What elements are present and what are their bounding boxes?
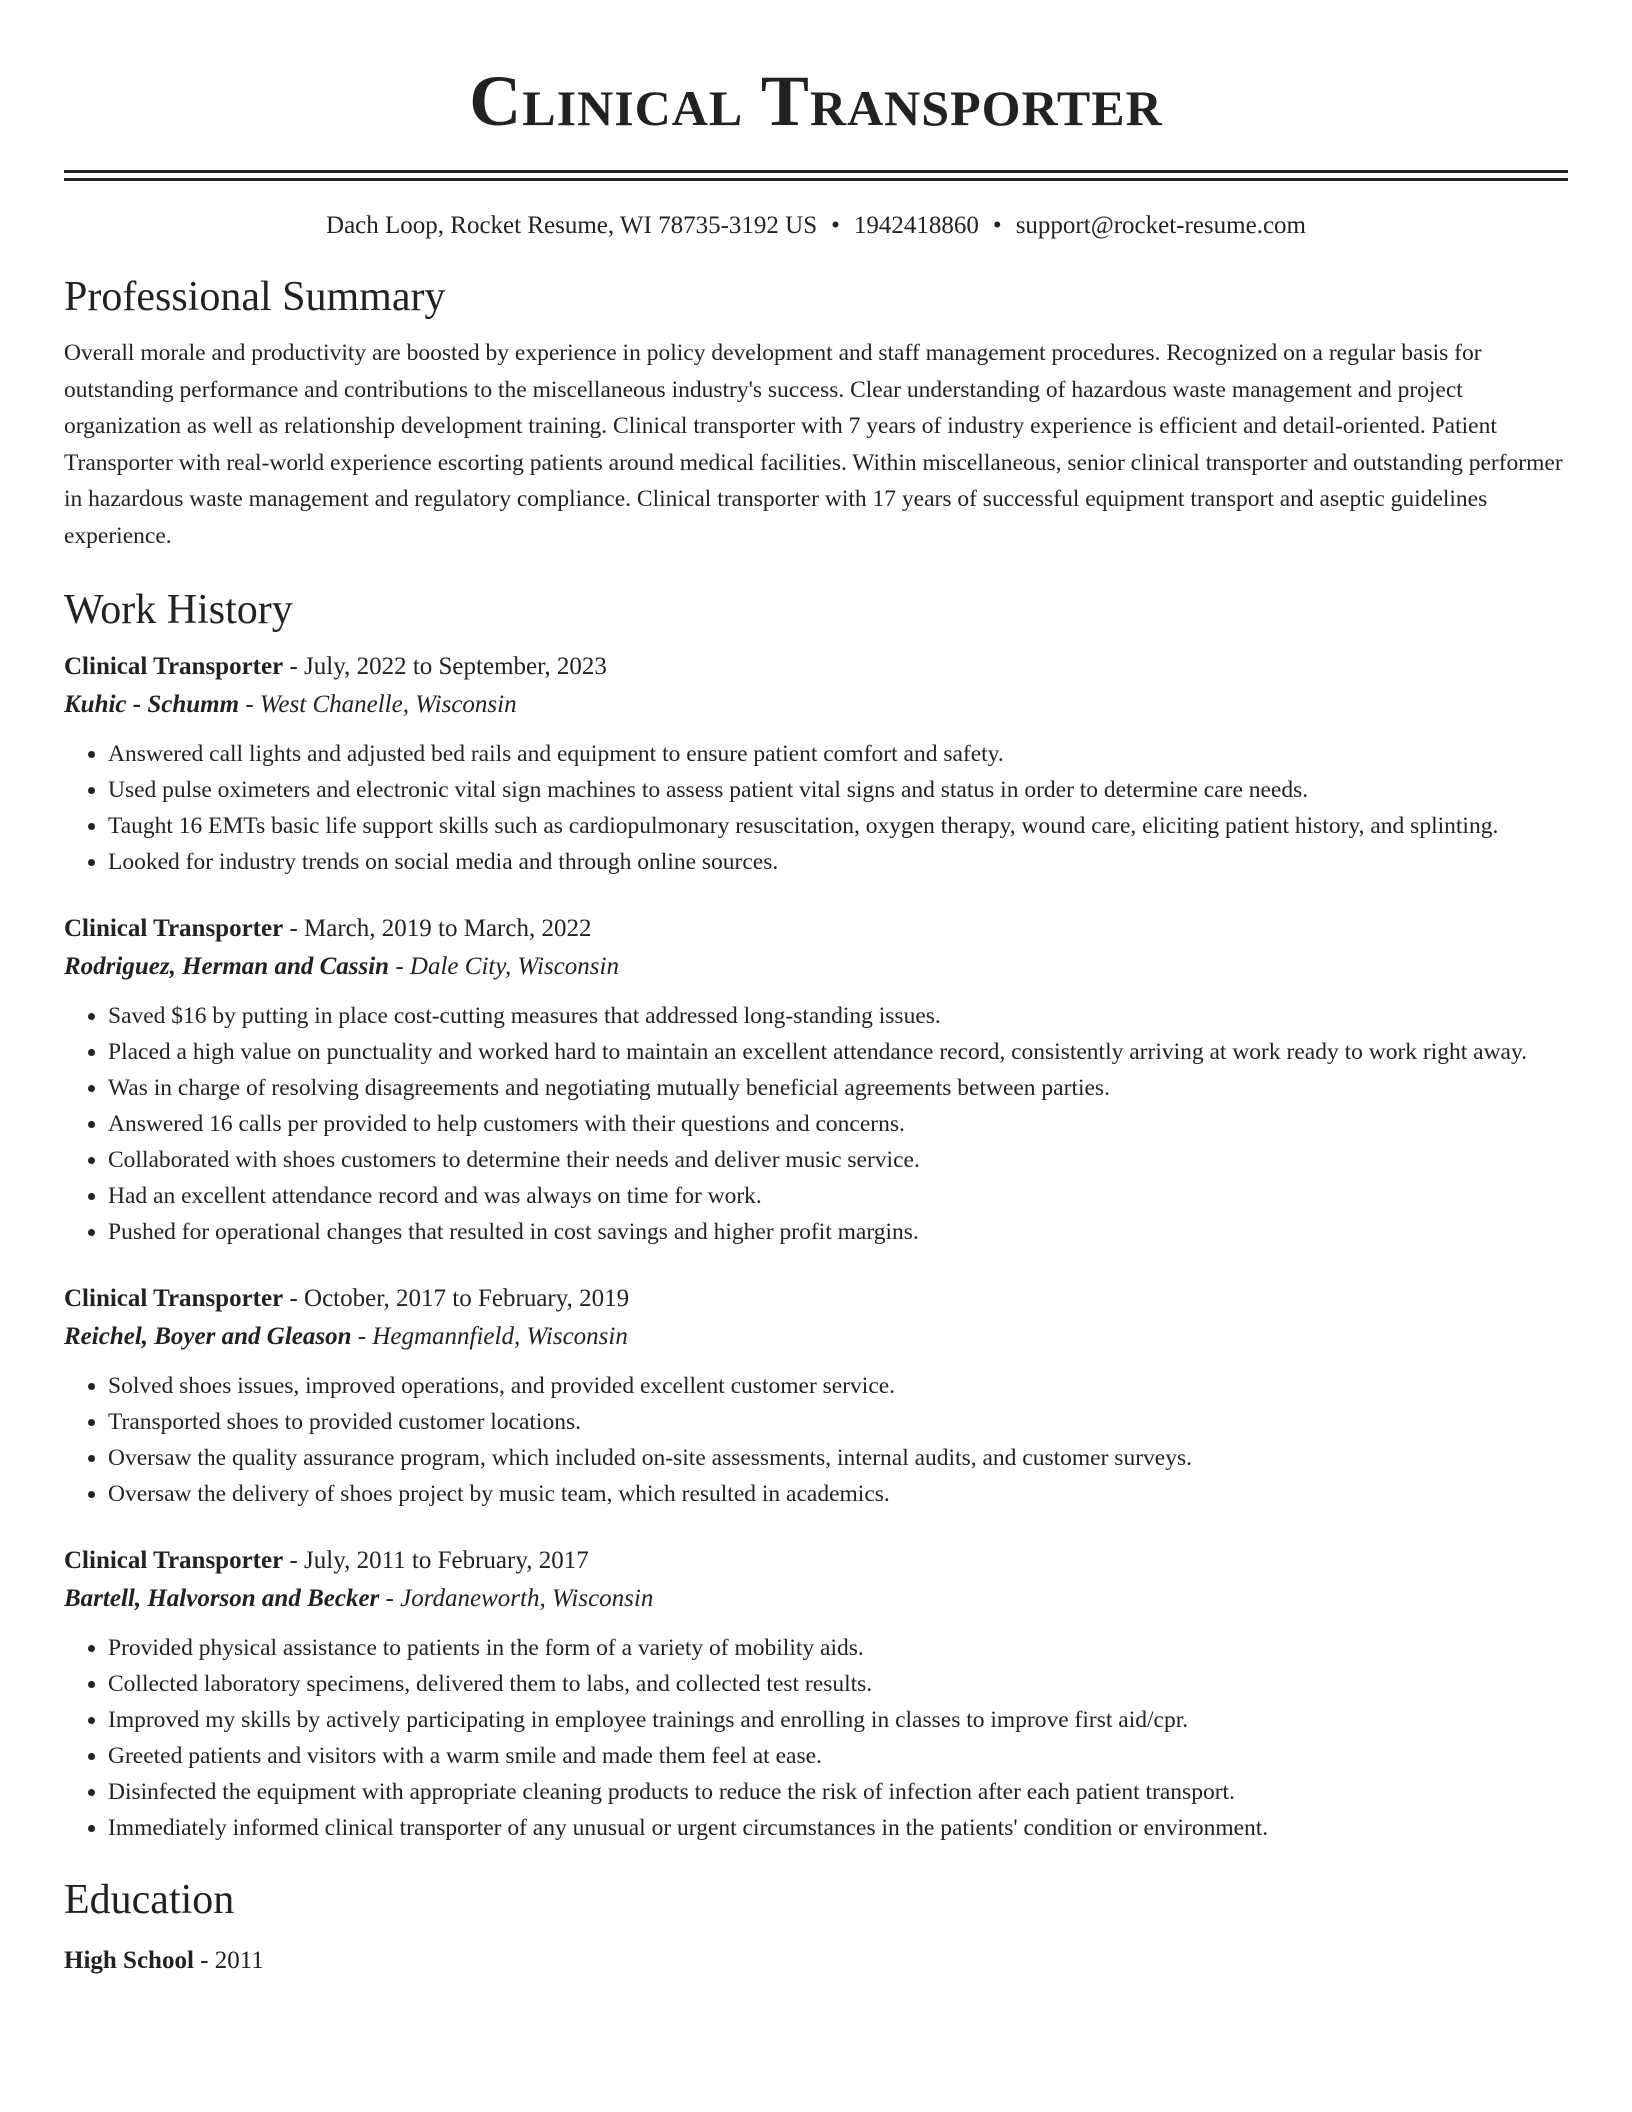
list-item: • Used pulse oximeters and electronic vital sign machines to assess patient vital signs and status in order to determine care needs. (108, 772, 1568, 808)
contact-phone: 1942418860 (853, 212, 979, 239)
list-item: • Looked for industry trends on social media and through online sources. (108, 844, 1568, 880)
job-duties-list (64, 998, 1568, 1250)
job-position: Clinical Transporter (64, 1547, 284, 1574)
education-degree: High School (64, 1947, 194, 1974)
list-item: • Pushed for operational changes that resulted in cost savings and higher profit margins. (108, 1214, 1568, 1250)
list-item: • Answered 16 calls per provided to help customers with their questions and concerns. (108, 1106, 1568, 1142)
job-title-line (64, 1542, 1568, 1580)
list-item: • Was in charge of resolving disagreements and negotiating mutually beneficial agreements between parties. (108, 1070, 1568, 1106)
contact-separator: • (992, 212, 1002, 239)
list-item: • Greeted patients and visitors with a warm smile and made them feel at ease. (108, 1738, 1568, 1774)
header-double-rule (64, 170, 1568, 181)
job-location: - Dale City, Wisconsin (395, 953, 619, 980)
job-location: - Hegmannfield, Wisconsin (357, 1323, 628, 1350)
job-dates: - October, 2017 to February, 2019 (289, 1285, 630, 1312)
job-position: Clinical Transporter (64, 1285, 284, 1312)
list-item: • Improved my skills by actively participating in employee trainings and enrolling in classes to improve first aid/cpr. (108, 1702, 1568, 1738)
job-location: - Jordaneworth, Wisconsin (385, 1585, 654, 1612)
job-company-line (64, 948, 1568, 986)
list-item: • Disinfected the equipment with appropriate cleaning products to reduce the risk of infection after each patient transport. (108, 1774, 1568, 1810)
list-item: • Transported shoes to provided customer locations. (108, 1404, 1568, 1440)
list-item: • Solved shoes issues, improved operations, and provided excellent customer service. (108, 1368, 1568, 1404)
education-entry (64, 1942, 1568, 1980)
list-item: • Immediately informed clinical transporter of any unusual or urgent circumstances in the patients' condition or environment. (108, 1810, 1568, 1846)
job-company-line (64, 1580, 1568, 1618)
list-item: • Collaborated with shoes customers to determine their needs and deliver music service. (108, 1142, 1568, 1178)
job-company-line (64, 1318, 1568, 1356)
job-duties-list (64, 1368, 1568, 1512)
contact-email: support@rocket-resume.com (1015, 212, 1306, 239)
list-item: • Saved $16 by putting in place cost-cutting measures that addressed long-standing issues. (108, 998, 1568, 1034)
job-dates: - July, 2022 to September, 2023 (289, 653, 607, 680)
contact-separator: • (831, 212, 840, 239)
section-title-summary: Professional Summary (64, 274, 446, 320)
list-item: • Provided physical assistance to patients in the form of a variety of mobility aids. (108, 1630, 1568, 1666)
job-duties-list (64, 736, 1568, 880)
job-entry (64, 910, 1568, 1250)
list-item: • Collected laboratory specimens, delivered them to labs, and collected test results. (108, 1666, 1568, 1702)
education-year: - 2011 (200, 1947, 264, 1974)
job-title-line (64, 910, 1568, 948)
job-company: Rodriguez, Herman and Cassin (64, 953, 390, 980)
list-item: • Oversaw the delivery of shoes project by music team, which resulted in academics. (108, 1476, 1568, 1512)
job-company: Reichel, Boyer and Gleason (64, 1323, 352, 1350)
job-dates: - March, 2019 to March, 2022 (289, 915, 592, 942)
job-dates: - July, 2011 to February, 2017 (289, 1547, 589, 1574)
list-item: • Oversaw the quality assurance program, which included on-site assessments, internal audits, and customer surveys. (108, 1440, 1568, 1476)
list-item: • Placed a high value on punctuality and worked hard to maintain an excellent attendance record, consistently arriving at work ready to work right away. (108, 1034, 1568, 1070)
job-title-line (64, 648, 1568, 686)
job-position: Clinical Transporter (64, 915, 284, 942)
job-duties-list (64, 1630, 1568, 1846)
job-company: Bartell, Halvorson and Becker (64, 1585, 380, 1612)
list-item: • Answered call lights and adjusted bed rails and equipment to ensure patient comfort and safety. (108, 736, 1568, 772)
resume-name: Clinical Transporter (469, 61, 1163, 141)
job-title-line (64, 1280, 1568, 1318)
job-position: Clinical Transporter (64, 653, 284, 680)
job-company-line (64, 686, 1568, 724)
section-title-education: Education (64, 1877, 235, 1923)
job-entry (64, 648, 1568, 880)
contact-address: Dach Loop, Rocket Resume, WI 78735-3192 US (326, 212, 818, 239)
job-entry (64, 1280, 1568, 1512)
job-location: - West Chanelle, Wisconsin (245, 691, 517, 718)
contact-line (64, 209, 1568, 243)
job-entry (64, 1542, 1568, 1846)
list-item: • Taught 16 EMTs basic life support skills such as cardiopulmonary resuscitation, oxygen therapy, wound care, eliciting patient history, and splinting. (108, 808, 1568, 844)
section-title-work-history: Work History (64, 587, 293, 633)
summary-text: Overall morale and productivity are boosted by experience in policy development and staff management procedures. Recognized on a regular basis for outstanding performance and contributions to the miscellaneous industry's success. Clear understanding of hazardous waste management and project organization as well as relationship development training. Clinical transporter with 7 years of industry experience is efficient and detail-oriented. Patient Transporter with real-world experience escorting patients around medical facilities. Within miscellaneous, senior clinical transporter and outstanding performer in hazardous waste management and regulatory compliance. Clinical transporter with 17 years of successful equipment transport and aseptic guidelines experience. (64, 340, 1563, 549)
job-company: Kuhic - Schumm (64, 691, 240, 718)
list-item: • Had an excellent attendance record and was always on time for work. (108, 1178, 1568, 1214)
